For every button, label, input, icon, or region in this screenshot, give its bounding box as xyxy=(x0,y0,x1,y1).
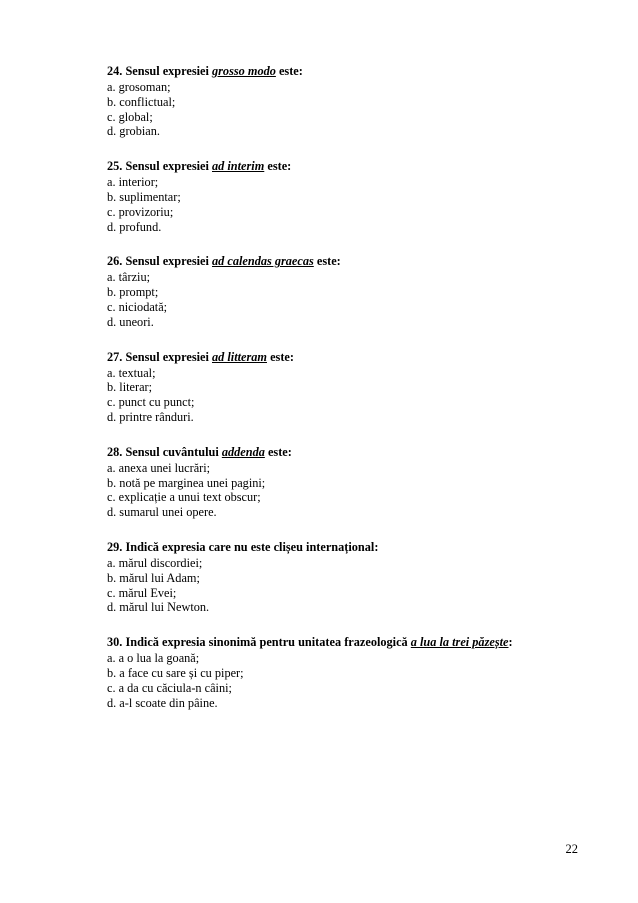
option-b: b. a face cu sare și cu piper; xyxy=(107,665,244,680)
option-b: b. mărul lui Adam; xyxy=(107,570,200,585)
question-term: ad interim xyxy=(212,159,265,174)
question-prefix: Indică expresia care nu este clișeu internațional: xyxy=(125,539,379,554)
question-30 xyxy=(107,634,587,710)
option-c: c. mărul Evei; xyxy=(107,585,177,600)
option-c: c. explicație a unui text obscur; xyxy=(107,490,261,505)
question-number: 27. xyxy=(107,349,123,364)
question-suffix: este: xyxy=(270,349,294,364)
question-suffix: este: xyxy=(267,444,292,459)
question-title xyxy=(107,158,587,175)
option-c: c. punct cu punct; xyxy=(107,395,195,410)
option-d: d. profund. xyxy=(107,219,162,234)
option-c: c. a da cu căciula-n câini; xyxy=(107,680,232,695)
question-number: 24. xyxy=(107,64,123,78)
option-b: b. prompt; xyxy=(107,285,159,300)
option-d: d. a-l scoate din pâine. xyxy=(107,695,218,710)
question-prefix: Sensul expresiei xyxy=(125,349,209,364)
question-term: ad litteram xyxy=(212,349,267,364)
option-b: b. suplimentar; xyxy=(107,189,181,204)
option-a: a. grosoman; xyxy=(107,80,171,94)
question-list xyxy=(107,63,587,729)
question-number: 28. xyxy=(107,444,123,459)
question-title xyxy=(107,634,587,651)
question-suffix: este: xyxy=(278,64,303,78)
question-term: addenda xyxy=(221,444,265,459)
question-title xyxy=(107,349,587,366)
question-number: 26. xyxy=(107,254,123,269)
question-title xyxy=(107,444,587,461)
page-number: 22 xyxy=(565,842,578,856)
question-suffix: : xyxy=(508,635,513,650)
question-number: 25. xyxy=(107,159,123,174)
question-prefix: Sensul expresiei xyxy=(125,159,209,174)
option-d: d. uneori. xyxy=(107,314,154,329)
question-number: 29. xyxy=(107,539,123,554)
question-suffix: este: xyxy=(316,254,341,269)
question-prefix: Sensul expresiei xyxy=(125,64,209,78)
option-a: a. interior; xyxy=(107,175,159,190)
question-28 xyxy=(107,444,587,520)
option-c: c. niciodată; xyxy=(107,299,168,314)
question-term: grosso modo xyxy=(212,64,276,78)
question-number: 30. xyxy=(107,635,123,650)
question-term: a lua la trei păzește xyxy=(410,635,509,650)
question-title xyxy=(107,539,587,556)
option-c: c. provizoriu; xyxy=(107,204,174,219)
question-title xyxy=(107,253,587,270)
question-prefix: Sensul expresiei xyxy=(125,254,209,269)
question-26 xyxy=(107,253,587,329)
option-b: b. literar; xyxy=(107,380,153,395)
option-a: a. târziu; xyxy=(107,270,151,285)
option-c: c. global; xyxy=(107,109,153,124)
option-b: b. conflictual; xyxy=(107,94,176,109)
question-prefix: Indică expresia sinonimă pentru unitatea frazeologică xyxy=(125,635,408,650)
question-title xyxy=(107,63,587,80)
question-24 xyxy=(107,63,587,139)
option-a: a. anexa unei lucrări; xyxy=(107,460,211,475)
question-suffix: este: xyxy=(267,159,292,174)
option-d: d. grobian. xyxy=(107,124,160,139)
option-a: a. a o lua la goană; xyxy=(107,651,200,666)
option-d: d. printre rânduri. xyxy=(107,409,194,424)
option-d: d. sumarul unei opere. xyxy=(107,505,217,520)
option-b: b. notă pe marginea unei pagini; xyxy=(107,475,266,490)
option-d: d. mărul lui Newton. xyxy=(107,600,210,615)
question-prefix: Sensul cuvântului xyxy=(125,444,219,459)
option-a: a. mărul discordiei; xyxy=(107,555,203,570)
question-term: ad calendas graecas xyxy=(212,254,314,269)
question-25 xyxy=(107,158,587,234)
question-27 xyxy=(107,349,587,425)
option-a: a. textual; xyxy=(107,365,156,380)
question-29 xyxy=(107,539,587,615)
